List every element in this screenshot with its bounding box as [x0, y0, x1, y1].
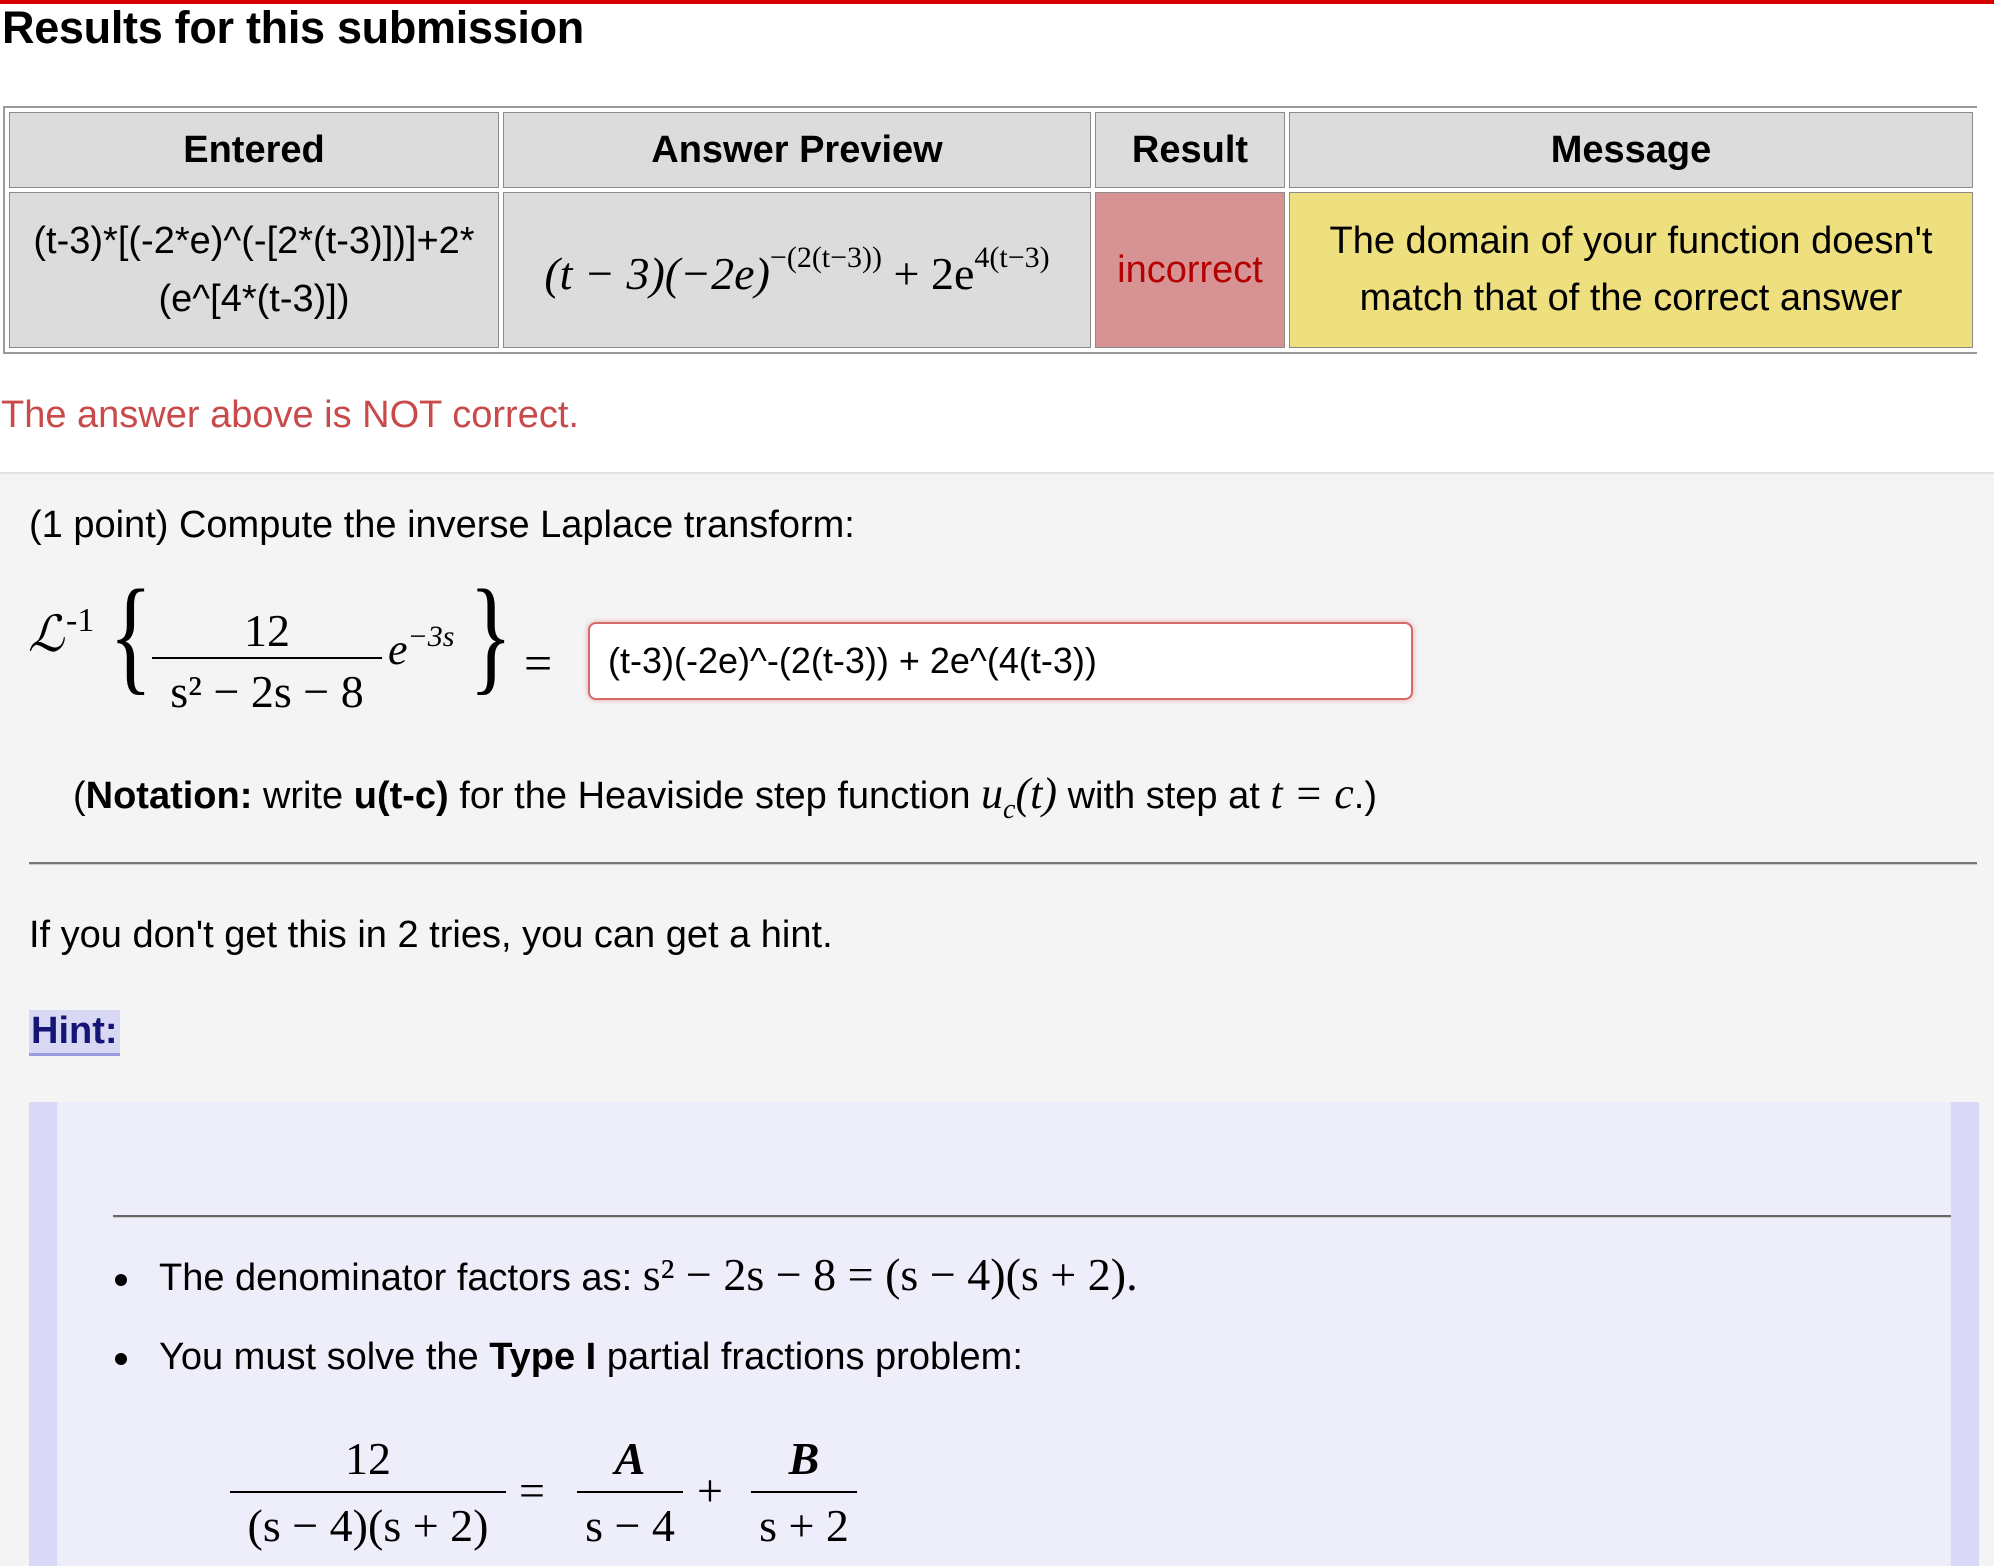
results-heading: Results for this submission	[2, 2, 584, 53]
notation-u: u	[981, 769, 1004, 818]
fraction-denominator: s² − 2s − 8	[152, 657, 382, 718]
answer-preview-cell	[503, 192, 1091, 348]
pf-denominator: (s − 4)(s + 2)	[230, 1491, 506, 1552]
preview-exponent-2: 4(t−3)	[974, 240, 1050, 274]
laplace-symbol: ℒ	[28, 606, 65, 662]
bullet-1-math: s² − 2s − 8 = (s − 4)(s + 2).	[642, 1249, 1138, 1300]
notation-equation: t = c	[1270, 769, 1354, 818]
header-message: Message	[1289, 112, 1973, 188]
hint-bullet-2	[115, 1336, 1023, 1379]
exponential-power: −3s	[407, 620, 455, 653]
transform-fraction	[152, 604, 382, 718]
laplace-operator	[28, 602, 94, 663]
problem-statement: (1 point) Compute the inverse Laplace transform:	[29, 504, 855, 546]
notation-note: (Notation: write u(t-c) for the Heaviside step function $u_c(t)$ with step at t = c.)	[73, 769, 1378, 825]
bullet-2-post: partial fractions problem:	[596, 1336, 1023, 1378]
header-result: Result	[1095, 112, 1285, 188]
preview-plus-term: + 2e	[882, 247, 975, 299]
notation-arg: (t)	[1015, 769, 1057, 818]
bullet-2-bold: Type I	[489, 1336, 597, 1378]
pf-plus: +	[697, 1465, 723, 1516]
notation-sub: c	[1003, 793, 1016, 825]
hint-toggle-link[interactable]: Hint:	[29, 1010, 120, 1056]
results-table	[3, 106, 1977, 354]
partial-fraction-b	[751, 1432, 857, 1552]
exponential-base: e	[388, 625, 408, 674]
entered-line-1: (t-3)*[(-2*e)^(-[2*(t-3)])]+2*	[33, 220, 475, 262]
notation-u-symbol	[981, 769, 1057, 825]
message-line-1: The domain of your function doesn't	[1329, 220, 1933, 262]
results-row	[9, 192, 1973, 348]
pf-equals: =	[519, 1465, 545, 1516]
exponential-term	[388, 620, 454, 675]
bullet-icon	[115, 1353, 127, 1365]
notation-text-1: write	[262, 775, 344, 817]
answer-input[interactable]: (t-3)(-2e)^-(2(t-3)) + 2e^(4(t-3))	[588, 622, 1413, 700]
section-divider	[29, 862, 1977, 865]
message-line-2: match that of the correct answer	[1359, 277, 1903, 319]
hint-divider	[113, 1215, 1951, 1218]
bullet-icon	[115, 1274, 127, 1286]
entered-line-2: (e^[4*(t-3)])	[158, 278, 350, 320]
header-answer-preview: Answer Preview	[503, 112, 1091, 188]
notation-code: u(t-c)	[353, 775, 449, 817]
bullet-2-pre: You must solve the	[159, 1336, 490, 1378]
entered-cell	[9, 192, 499, 348]
header-entered: Entered	[9, 112, 499, 188]
equals-sign: =	[524, 635, 553, 691]
fraction-numerator: 12	[244, 605, 290, 656]
not-correct-message: The answer above is NOT correct.	[1, 394, 579, 436]
preview-exponent-1: −(2(t−3))	[769, 240, 883, 274]
pf-a-denominator: s − 4	[577, 1491, 683, 1552]
notation-text-2: for the Heaviside step function	[459, 775, 971, 817]
problem-panel	[0, 472, 1994, 1566]
results-header-row	[9, 112, 1973, 188]
laplace-superscript: -1	[66, 602, 95, 639]
pf-numerator: 12	[345, 1433, 391, 1484]
answer-preview-math	[544, 240, 1050, 299]
right-brace: }	[469, 564, 513, 706]
notation-text-3: with step at	[1067, 775, 1260, 817]
result-cell: incorrect	[1095, 192, 1285, 348]
message-cell	[1289, 192, 1973, 348]
left-brace: {	[109, 564, 153, 706]
notation-label: Notation:	[85, 775, 253, 817]
hint-box	[29, 1102, 1979, 1566]
pf-b-numerator: B	[788, 1433, 820, 1484]
pf-a-numerator: A	[614, 1433, 646, 1484]
partial-fraction-a	[577, 1432, 683, 1552]
preview-base: (t − 3)(−2e)	[544, 247, 770, 299]
tries-message: If you don't get this in 2 tries, you can get a hint.	[29, 914, 833, 956]
partial-fraction-lhs	[230, 1432, 506, 1552]
pf-b-denominator: s + 2	[751, 1491, 857, 1552]
hint-bullet-1	[115, 1248, 1138, 1301]
bullet-1-text: The denominator factors as:	[159, 1257, 643, 1299]
